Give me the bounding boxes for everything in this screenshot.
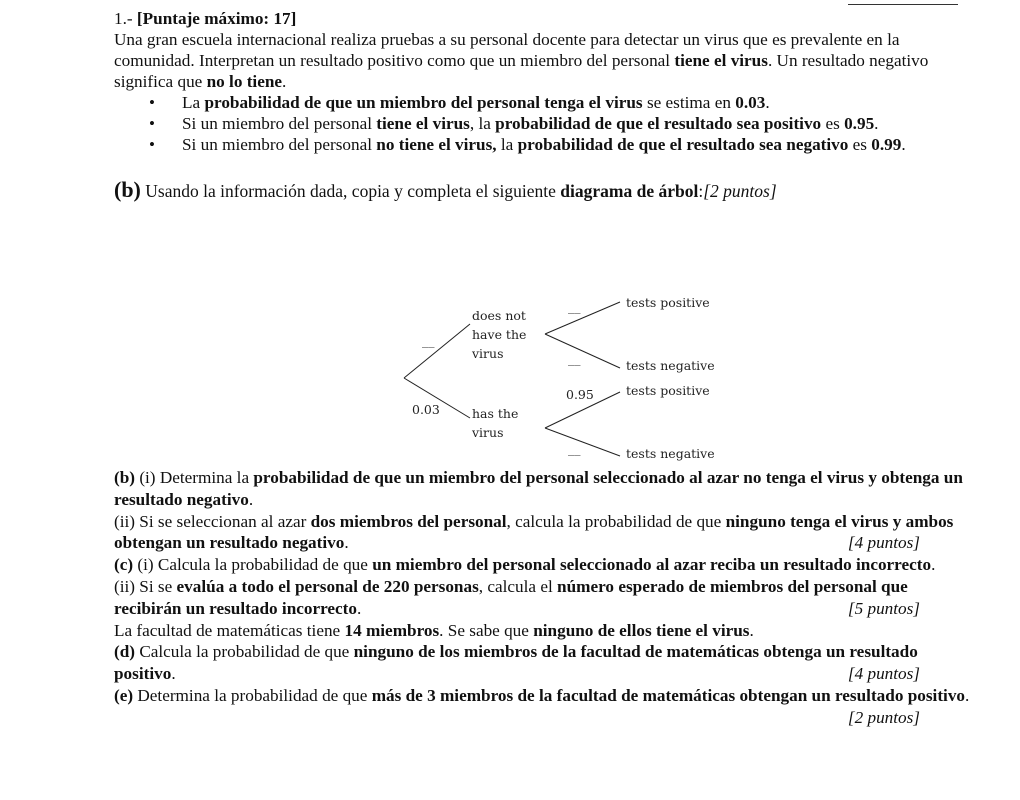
top-rule — [848, 4, 958, 5]
question-c-ii: (ii) Si se evalúa a todo el personal de 220 personas, calcula el número esperado de miembros del personal que recibirán un resultado incorrecto. [5 puntos] — [114, 576, 920, 618]
outcome-tests-positive-1: tests positive — [626, 295, 710, 310]
branch-root-to-no-virus — [404, 324, 470, 378]
blank-prob-neg-given-virus: __ — [568, 441, 581, 456]
points-e: [2 puntos] — [847, 707, 920, 727]
part-b-points: [2 puntos] — [703, 181, 777, 201]
points-d: [4 puntos] — [847, 664, 920, 684]
outcome-tests-negative-2: tests negative — [626, 446, 715, 461]
blank-prob-neg-given-no: __ — [568, 351, 581, 366]
intro-bold-2: no lo tiene — [206, 72, 283, 91]
prob-pos-given-virus: 0.95 — [566, 387, 594, 402]
outcome-tests-positive-2: tests positive — [626, 383, 710, 398]
points-c: [5 puntos] — [847, 598, 920, 618]
question-b-ii: (ii) Si se seleccionan al azar dos miembros del personal, calcula la probabilidad de que ninguno tenga el virus y ambos obtengan un resultado negativo. [4 puntos] — [114, 511, 954, 553]
bullet-item: • La probabilidad de que un miembro del personal tenga el virus se estima en 0.03. — [182, 92, 974, 113]
blank-prob-no-virus: __ — [422, 333, 435, 348]
part-b-label: (b) — [114, 177, 141, 202]
label-no-virus: does not have the virus — [472, 308, 527, 361]
intro-bold-1: tiene el virus — [674, 51, 768, 70]
intro-paragraph — [114, 29, 974, 92]
branch-virus-negative — [545, 428, 620, 456]
prob-virus: 0.03 — [412, 402, 440, 417]
question-b-i: (b) (i) Determina la probabilidad de que un miembro del personal seleccionado al azar no tenga el virus y obtenga un resultado negativo. — [114, 468, 963, 509]
problem-header — [114, 8, 974, 29]
branch-no-virus-negative — [545, 334, 620, 368]
tree-diagram — [390, 288, 750, 468]
bullet-item: • Si un miembro del personal no tiene el virus, la probabilidad de que el resultado sea negativo es 0.99. — [182, 134, 974, 155]
branch-no-virus-positive — [545, 302, 620, 334]
question-e: (e) Determina la probabilidad de que más de 3 miembros de la facultad de matemáticas obtengan un resultado positivo. [2 puntos] — [114, 685, 970, 727]
given-info-list — [114, 92, 974, 155]
points-b: [4 puntos] — [847, 533, 920, 553]
problem-number: 1.- — [114, 9, 133, 28]
label-has-virus: has the virus — [472, 406, 519, 440]
faculty-info: La facultad de matemáticas tiene 14 miembros. Se sabe que ninguno de ellos tiene el virus. — [114, 620, 754, 640]
questions-section — [114, 467, 974, 729]
problem-statement — [114, 8, 974, 202]
intro-text-3: . — [282, 72, 287, 91]
intro-text-2: . Un resultado negativo significa que — [114, 51, 929, 91]
problem-title: [Puntaje máximo: 17] — [136, 9, 297, 28]
blank-prob-pos-given-no: __ — [568, 299, 581, 314]
question-d: (d) Calcula la probabilidad de que ninguno de los miembros de la facultad de matemáticas obtenga un resultado positivo. [4 puntos] — [114, 642, 920, 684]
question-c-i: (c) (i) Calcula la probabilidad de que un miembro del personal seleccionado al azar reciba un resultado incorrecto. — [114, 555, 936, 575]
bullet-item: • Si un miembro del personal tiene el virus, la probabilidad de que el resultado sea positivo es 0.95. — [182, 113, 974, 134]
outcome-tests-negative-1: tests negative — [626, 358, 715, 373]
intro-text-1: Una gran escuela internacional realiza pruebas a su personal docente para detectar un virus que es prevalente en la comunidad. Interpretan un resultado positivo como que un miembro del personal — [114, 30, 900, 70]
part-b-instruction: (b) Usando la información dada, copia y completa el siguiente diagrama de árbol:[2 puntos] — [114, 177, 777, 202]
